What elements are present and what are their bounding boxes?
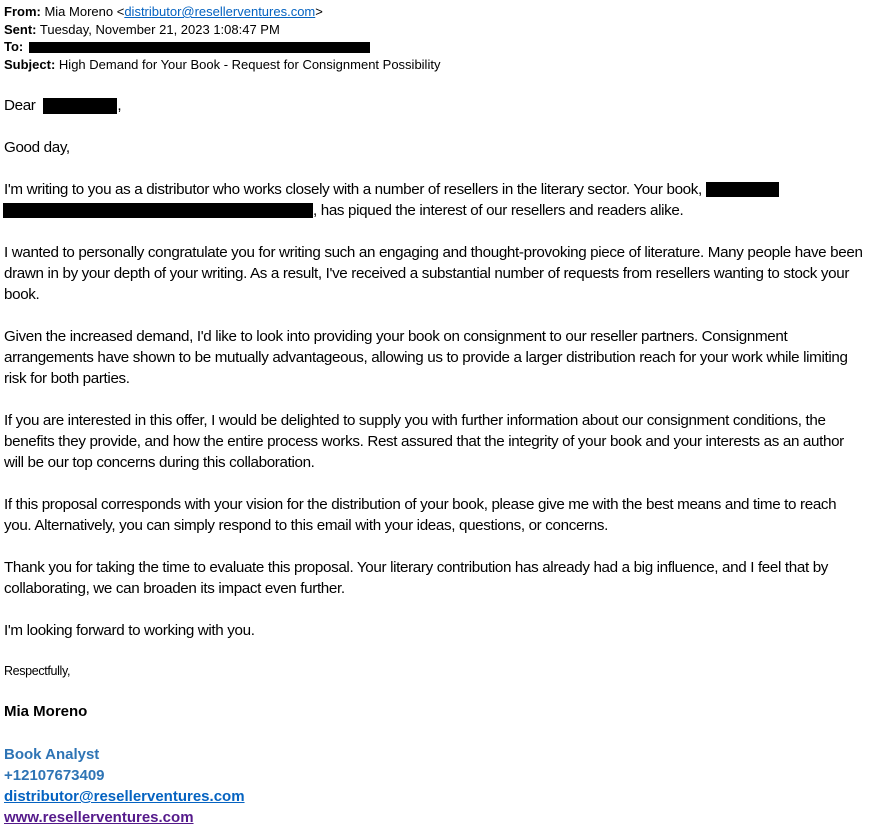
signature-email-link[interactable]: distributor@resellerventures.com [4,788,245,805]
from-name: Mia Moreno [44,4,114,19]
paragraph-6: Thank you for taking the time to evaluate this proposal. Your literary contribution has already had a big influence, and I feel that by collaborating, we can broaden its impact even further. [4,559,829,597]
paragraph-7: I'm looking forward to working with you. [4,622,255,639]
signature-role: Book Analyst [4,746,100,763]
to-row [4,38,440,56]
to-label: To: [4,39,24,54]
signature-name: Mia Moreno [4,703,88,720]
salutation-prefix: Dear [4,97,40,114]
from-open-bracket: < [113,4,125,19]
signature-phone: +12107673409 [4,767,105,784]
salutation [4,95,866,116]
recipient-name-redacted [43,98,117,114]
subject-row [4,56,440,74]
email-header [4,3,440,73]
paragraph-5: If this proposal corresponds with your vision for the distribution of your book, please give me with the best means and time to reach you. Alternatively, you can simply respond to this email with your ideas, questions, or concerns. [4,496,837,534]
from-label: From: [4,4,41,19]
paragraph-3: Given the increased demand, I'd like to look into providing your book on consignment to our reseller partners. Consignment arrangements have shown to be mutually advantageous, allowing us to provide a larger distribution reach for your work while limiting risk for both parties. [4,328,848,387]
salutation-suffix: , [117,97,122,114]
book-title-redacted-1 [706,182,779,197]
sent-label: Sent: [4,21,37,37]
subject-value: High Demand for Your Book - Request for Consignment Possibility [58,56,441,72]
from-email-link[interactable]: distributor@resellerventures.com [124,4,316,19]
paragraph-1 [4,179,866,221]
from-close-bracket: > [315,4,323,19]
greeting: Good day, [4,139,70,156]
sent-value: Tuesday, November 21, 2023 1:08:47 PM [39,21,280,37]
paragraph-1-part-2: , has piqued the interest of our resellers and readers alike. [313,202,684,219]
to-redacted-bar [29,42,370,53]
paragraph-1-part-1: I'm writing to you as a distributor who works closely with a number of resellers in the literary sector. Your book, [4,181,706,198]
paragraph-4: If you are interested in this offer, I would be delighted to supply you with further information about our consignment conditions, the benefits they provide, and how the entire process works. Rest assured that the integrity of your book and your interests as an author will be our top concerns during this collaboration. [4,412,844,471]
signature-website-link[interactable]: www.resellerventures.com [4,809,194,826]
book-title-redacted-2 [3,203,313,218]
from-row [4,3,440,21]
paragraph-2: I wanted to personally congratulate you for writing such an engaging and thought-provoking piece of literature. Many people have been drawn in by your depth of your writing. As a result, I've received a substantial number of requests from resellers wanting to stock your book. [4,244,863,303]
sent-row [4,21,440,39]
closing: Respectfully, [4,664,71,678]
subject-label: Subject: [4,56,56,72]
signature-block [4,744,245,828]
